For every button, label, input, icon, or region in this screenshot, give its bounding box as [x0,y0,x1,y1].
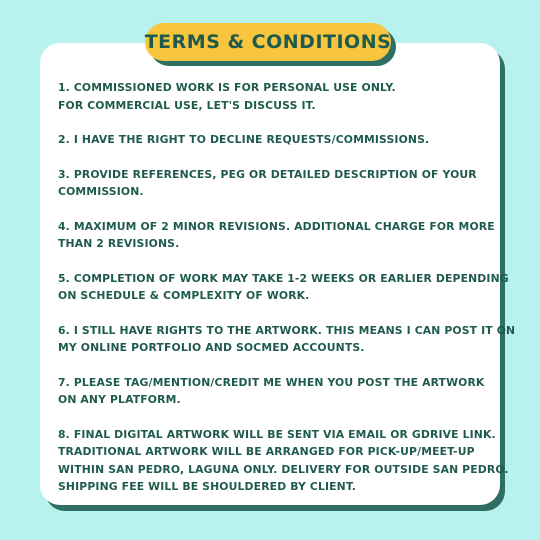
term-line: 8. FINAL DIGITAL ARTWORK WILL BE SENT VIA EMAIL OR GDRIVE LINK. [58,427,496,441]
term-item-5 [58,270,509,305]
term-line: 1. COMMISSIONED WORK IS FOR PERSONAL USE ONLY. [58,81,396,94]
title-pill [145,23,391,61]
term-item-8 [58,426,509,496]
term-line: FOR COMMERCIAL USE, LET'S DISCUSS IT. [58,98,316,112]
term-line: SHIPPING FEE WILL BE SHOULDERED BY CLIENT. [58,480,356,493]
terms-list [58,79,516,513]
term-item-1 [58,79,488,114]
term-item-3 [58,166,488,201]
term-line: WITHIN SAN PEDRO, LAGUNA ONLY. DELIVERY FOR OUTSIDE SAN PEDRO. [58,462,509,476]
term-line: 5. COMPLETION OF WORK MAY TAKE 1-2 WEEKS OR EARLIER DEPENDING [58,271,509,285]
term-line: ON ANY PLATFORM. [58,393,181,406]
title-banner [145,23,391,61]
term-line: MY ONLINE PORTFOLIO AND SOCMED ACCOUNTS. [58,341,365,354]
term-line: 3. PROVIDE REFERENCES, PEG OR DETAILED DESCRIPTION OF YOUR [58,167,477,181]
term-item-2 [58,131,488,149]
term-line: THAN 2 REVISIONS. [58,237,180,250]
term-line: TRADITIONAL ARTWORK WILL BE ARRANGED FOR PICK-UP/MEET-UP [58,445,475,458]
term-item-7 [58,374,488,409]
term-line: ON SCHEDULE & COMPLEXITY OF WORK. [58,289,310,302]
term-line: 7. PLEASE TAG/MENTION/CREDIT ME WHEN YOU POST THE ARTWORK [58,375,485,389]
term-item-6 [58,322,516,357]
term-line: 4. MAXIMUM OF 2 MINOR REVISIONS. ADDITIONAL CHARGE FOR MORE [58,219,495,233]
term-line: COMMISSION. [58,185,144,198]
term-item-4 [58,218,495,253]
term-line: 6. I STILL HAVE RIGHTS TO THE ARTWORK. THIS MEANS I CAN POST IT ON [58,323,516,337]
term-line: 2. I HAVE THE RIGHT TO DECLINE REQUESTS/COMMISSIONS. [58,133,430,146]
page-title: TERMS & CONDITIONS [144,31,392,53]
